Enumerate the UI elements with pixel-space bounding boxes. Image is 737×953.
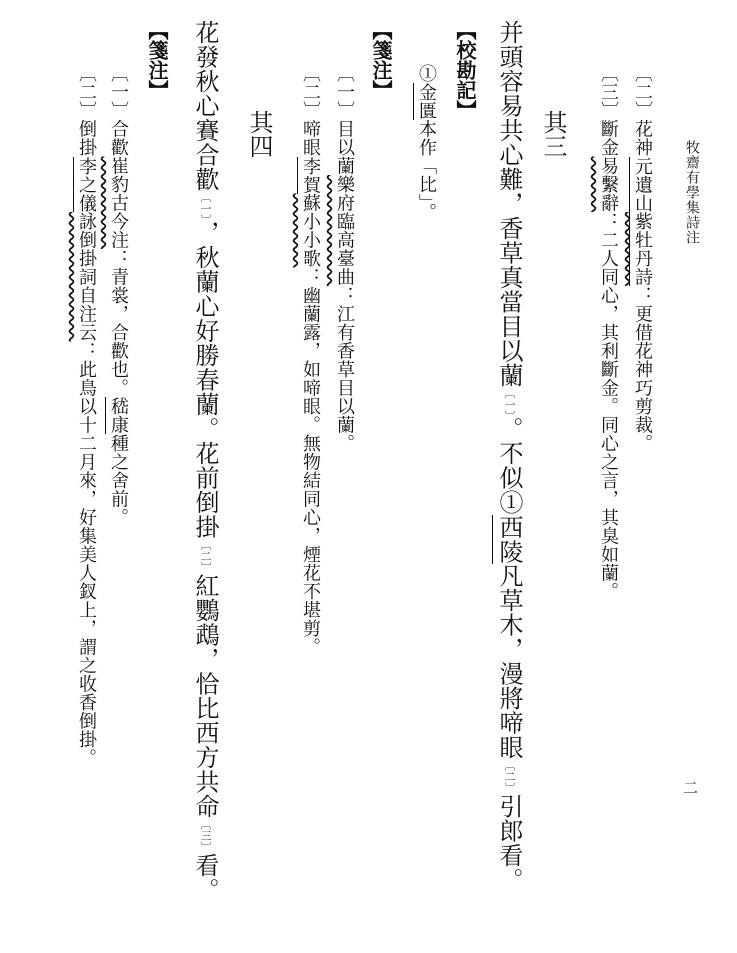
collation-note-1: ①金匱本作「比」。 — [417, 64, 435, 222]
running-header: 牧齋有學集詩注 — [684, 140, 700, 245]
poem-heading-3: 其三 — [539, 110, 567, 158]
poem-3-text: 并頭容易共心難，香草真當目以蘭〔一〕。不似①西陵凡草木，漫將啼眼〔二〕引郎看。 — [497, 20, 521, 892]
page-number: 二 — [681, 780, 699, 795]
collation-label: 【校勘記】 — [453, 20, 477, 120]
annotation-4-note-1: 〔一〕合歡崔豹古今注：青裳，合歡也。嵇康種之舍前。 — [109, 64, 127, 527]
annotation-label-3: 【箋注】 — [369, 20, 393, 100]
note-cut-metal: 〔三〕斷金易繫辭：二人同心，其利斷金。同心之言，其臭如蘭。 — [598, 64, 619, 601]
annotation-3-note-1: 〔一〕目以蘭樂府臨高臺曲：江有香草目以蘭。 — [334, 64, 355, 453]
annotation-label-4: 【箋注】 — [145, 20, 169, 100]
annotation-3-note-2: 〔二〕啼眼李賀蘇小小歌：幽蘭露，如啼眼。無物結同心，煙花不堪剪。 — [301, 64, 319, 656]
poem-heading-4: 其四 — [245, 110, 273, 158]
note-flower-spirit: 〔二〕花神元遺山紫牡丹詩：更借花神巧剪裁。 — [633, 64, 651, 453]
annotation-4-note-2: 〔二〕倒掛李之儀詠倒掛詞自注云：此鳥以十二月來，好集美人釵上，謂之收香倒掛。 — [77, 64, 95, 767]
poem-4-text: 花發秋心賽合歡〔一〕，秋蘭心好勝春蘭。花前倒掛〔二〕紅鸚鵡，恰比西方共命〔三〕看。 — [191, 20, 219, 902]
